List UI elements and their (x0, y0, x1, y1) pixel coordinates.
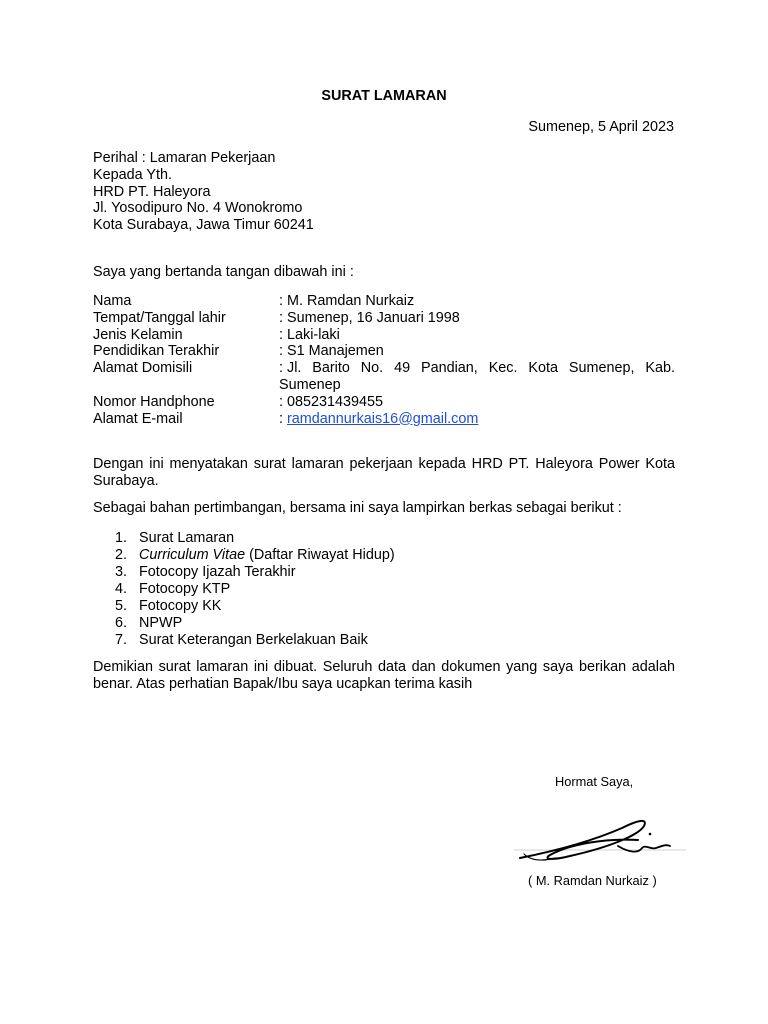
closing-paragraph: Demikian surat lamaran ini dibuat. Seluruh data dan dokumen yang saya berikan adalah benar. Atas perhatian Bapak/Ibu saya ucapkan terima kasih (93, 659, 675, 692)
identity-label: Jenis Kelamin (93, 326, 183, 343)
list-item (115, 615, 395, 632)
list-number: 5. (115, 598, 128, 614)
signature-name: ( M. Ramdan Nurkaiz ) (528, 873, 657, 888)
identity-value: 085231439455 (287, 393, 384, 410)
list-number: 2. (115, 547, 128, 563)
regards-text: Hormat Saya, (555, 774, 634, 789)
identity-table (93, 293, 675, 427)
list-item (115, 581, 395, 598)
recipient-city: Kota Surabaya, Jawa Timur 60241 (93, 217, 314, 234)
recipient-street: Jl. Yosodipuro No. 4 Wonokromo (93, 200, 303, 217)
colon: : (279, 360, 283, 377)
identity-value: S1 Manajemen (287, 343, 384, 360)
colon: : (279, 343, 283, 360)
colon: : (279, 410, 283, 427)
subject-line: Perihal : Lamaran Pekerjaan (93, 150, 276, 166)
identity-label: Nomor Handphone (93, 393, 215, 410)
list-number: 3. (115, 564, 128, 580)
list-item (115, 598, 395, 615)
list-number: 6. (115, 615, 128, 631)
colon: : (279, 293, 283, 309)
recipient-company: HRD PT. Haleyora (93, 183, 211, 200)
identity-label: Alamat Domisili (93, 360, 193, 377)
list-text: Fotocopy KTP (139, 581, 231, 597)
colon: : (279, 393, 283, 410)
list-number: 4. (115, 581, 128, 597)
statement-paragraph: Dengan ini menyatakan surat lamaran pekerjaan kepada HRD PT. Haleyora Power Kota Surabaya. (93, 456, 675, 489)
list-text: Surat Lamaran (139, 530, 235, 546)
list-text: Surat Keterangan Berkelakuan Baik (139, 632, 368, 648)
signature-icon (510, 808, 690, 868)
identity-value: M. Ramdan Nurkaiz (287, 293, 415, 309)
letter-title: SURAT LAMARAN (321, 88, 447, 104)
identity-row-phone (93, 394, 675, 411)
list-item (115, 632, 395, 649)
identity-label: Pendidikan Terakhir (93, 343, 220, 360)
identity-label: Alamat E-mail (93, 410, 183, 427)
list-item (115, 530, 395, 547)
colon: : (279, 326, 283, 343)
identity-value: Sumenep, 16 Januari 1998 (287, 309, 460, 326)
identity-row-email (93, 411, 675, 428)
list-text-italic: Curriculum Vitae (139, 547, 246, 563)
list-number: 1. (115, 530, 128, 546)
list-number: 7. (115, 632, 128, 648)
salutation-line: Kepada Yth. (93, 166, 172, 183)
identity-row-education (93, 343, 675, 360)
email-link[interactable]: ramdannurkais16@gmail.com (287, 410, 479, 427)
attachment-intro: Sebagai bahan pertimbangan, bersama ini saya lampirkan berkas sebagai berikut : (93, 500, 622, 516)
list-text: Fotocopy KK (139, 598, 222, 614)
identity-value: Jl. Barito No. 49 Pandian, Kec. Kota Sumenep, Kab. Sumenep (279, 360, 675, 393)
identity-label: Nama (93, 293, 132, 309)
list-item (115, 547, 395, 564)
list-item (115, 564, 395, 581)
identity-row-gender (93, 327, 675, 344)
identity-value: Laki-laki (287, 326, 340, 343)
list-text: Fotocopy Ijazah Terakhir (139, 564, 296, 580)
recipient-address (93, 150, 675, 234)
colon: : (279, 309, 283, 326)
intro-text: Saya yang bertanda tangan dibawah ini : (93, 264, 354, 280)
identity-label: Tempat/Tanggal lahir (93, 309, 226, 326)
identity-row-address (93, 360, 675, 394)
list-text-rest: (Daftar Riwayat Hidup) (245, 547, 395, 563)
identity-row-name (93, 293, 675, 310)
list-text: NPWP (139, 615, 183, 631)
attachment-list (115, 530, 395, 649)
identity-row-birth (93, 310, 675, 327)
place-date: Sumenep, 5 April 2023 (528, 119, 674, 135)
